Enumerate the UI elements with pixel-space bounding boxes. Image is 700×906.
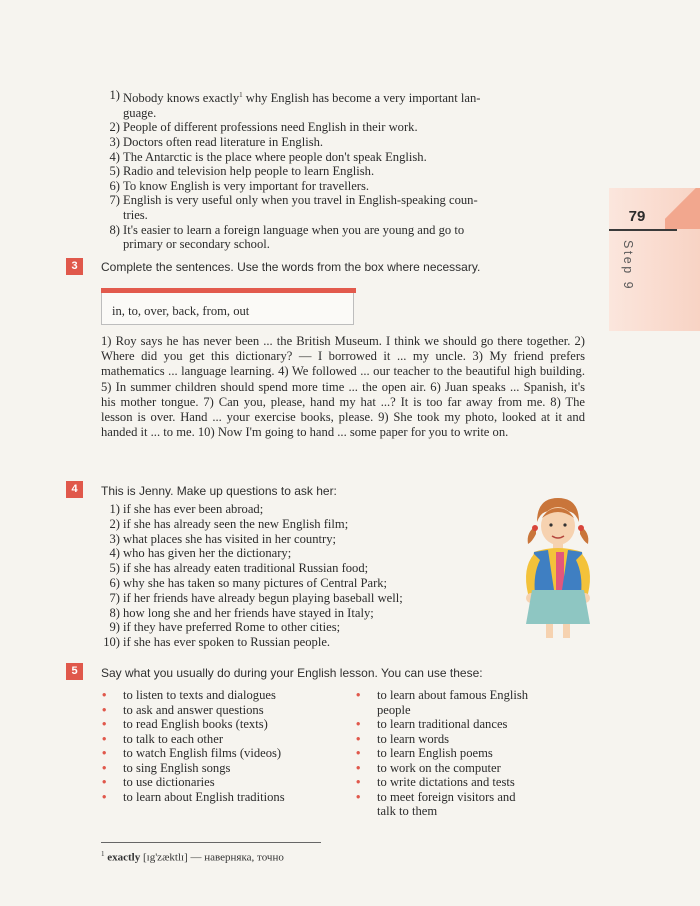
list-item: 8) how long she and her friends have stayed in Italy; — [109, 605, 374, 620]
list-item: • to sing English songs — [102, 760, 231, 775]
step-label: Step 9 — [621, 240, 635, 292]
footnote-ref: 1 — [239, 91, 243, 99]
exercise-3-sentences: 1) Roy says he has never been ... the British Museum. I think we should go there together. 2) Where did you get this dictionary? — I borrowed it ... my uncle. 3) My friend prefers mathematics ... language learning. 4) We followed ... our teacher to the beautiful high building. 5) In summer children should spend more time ... the open air. 6) Juan speaks ... Spanish, it's his mother tongue. 7) Can you, please, hand my hat ...? It is too far away from me. 8) The lesson is over. Hand ... your exercise books, please. 9) She took my photo, looked at it and handed it ... to me. 10) Now I'm going to hand ... some paper for you to write on. — [101, 334, 585, 440]
list-item: • to work on the computer — [356, 760, 501, 775]
exercise-3-instruction: Complete the sentences. Use the words from the box where necessary. — [101, 260, 481, 274]
list-item: 5) Radio and television help people to learn English. — [109, 164, 375, 179]
word-box-top-bar — [101, 288, 356, 293]
list-item: 9) if they have preferred Rome to other cities; — [109, 620, 341, 635]
word-box — [101, 288, 354, 325]
list-item: • to listen to texts and dialogues — [102, 688, 276, 702]
word-box-words: in, to, over, back, from, out — [112, 304, 250, 318]
jenny-illustration — [508, 492, 608, 640]
tab-corner-decoration — [665, 188, 700, 229]
exercise-5-instruction: Say what you usually do during your English lesson. You can use these: — [101, 666, 483, 680]
list-item: 1) if she has ever been abroad; — [109, 502, 264, 516]
list-item: 7) English is very useful only when you travel in English-speaking coun- tries. — [109, 193, 478, 222]
activities-left-column — [98, 688, 358, 804]
statements-list — [101, 88, 585, 252]
list-item: 4) who has given her the dictionary; — [109, 546, 292, 561]
list-item: • to ask and answer questions — [102, 702, 264, 717]
list-item: • to watch English films (videos) — [102, 746, 282, 760]
exercise-4-badge: 4 — [66, 481, 83, 498]
exercise-5-badge: 5 — [66, 663, 83, 680]
activities-right-column — [352, 688, 592, 819]
list-item: • to talk to each other — [102, 731, 224, 746]
page-side-tab — [609, 188, 700, 331]
list-item: 2) People of different professions need English in their work. — [109, 120, 418, 135]
list-item: • to learn traditional dances — [356, 717, 508, 731]
list-item: 1) Nobody knows exactly$^1$ why English has become a very important lan- guage. — [109, 88, 481, 120]
exercise-4-questions — [101, 502, 501, 650]
list-item: 2) if she has already seen the new English film; — [109, 516, 349, 531]
footnote: $^1$ exactly [ɪg'zæktlɪ] — наверняка, точно — [101, 850, 284, 864]
list-item: • to meet foreign visitors and talk to them — [356, 789, 516, 818]
exercise-3-badge: 3 — [66, 258, 83, 275]
list-item: • to write dictations and tests — [356, 775, 515, 789]
tab-rule — [609, 229, 677, 231]
list-item: • to use dictionaries — [102, 775, 215, 789]
list-item: 3) Doctors often read literature in English. — [109, 134, 324, 149]
exercise-4-instruction: This is Jenny. Make up questions to ask her: — [101, 484, 337, 498]
list-item: 4) The Antarctic is the place where people don't speak English. — [109, 149, 427, 164]
list-item: 3) what places she has visited in her country; — [109, 531, 336, 546]
list-item: • to learn about famous English people — [356, 688, 529, 717]
list-item: 7) if her friends have already begun playing baseball well; — [109, 590, 403, 605]
list-item: • to read English books (texts) — [102, 717, 268, 731]
list-item: 6) To know English is very important for travellers. — [109, 178, 370, 193]
list-item: 8) It's easier to learn a foreign language when you are young and go to primary or secondary school. — [109, 222, 465, 252]
list-item: • to learn about English traditions — [102, 789, 285, 804]
list-item: 10) if she has ever spoken to Russian people. — [103, 635, 331, 650]
list-item: 5) if she has already eaten traditional Russian food; — [109, 561, 369, 576]
page-number: 79 — [628, 208, 646, 225]
list-item: 6) why she has taken so many pictures of Central Park; — [109, 575, 388, 590]
list-item: • to learn words — [356, 731, 450, 746]
footnote-divider — [101, 842, 321, 843]
list-item: • to learn English poems — [356, 746, 493, 760]
